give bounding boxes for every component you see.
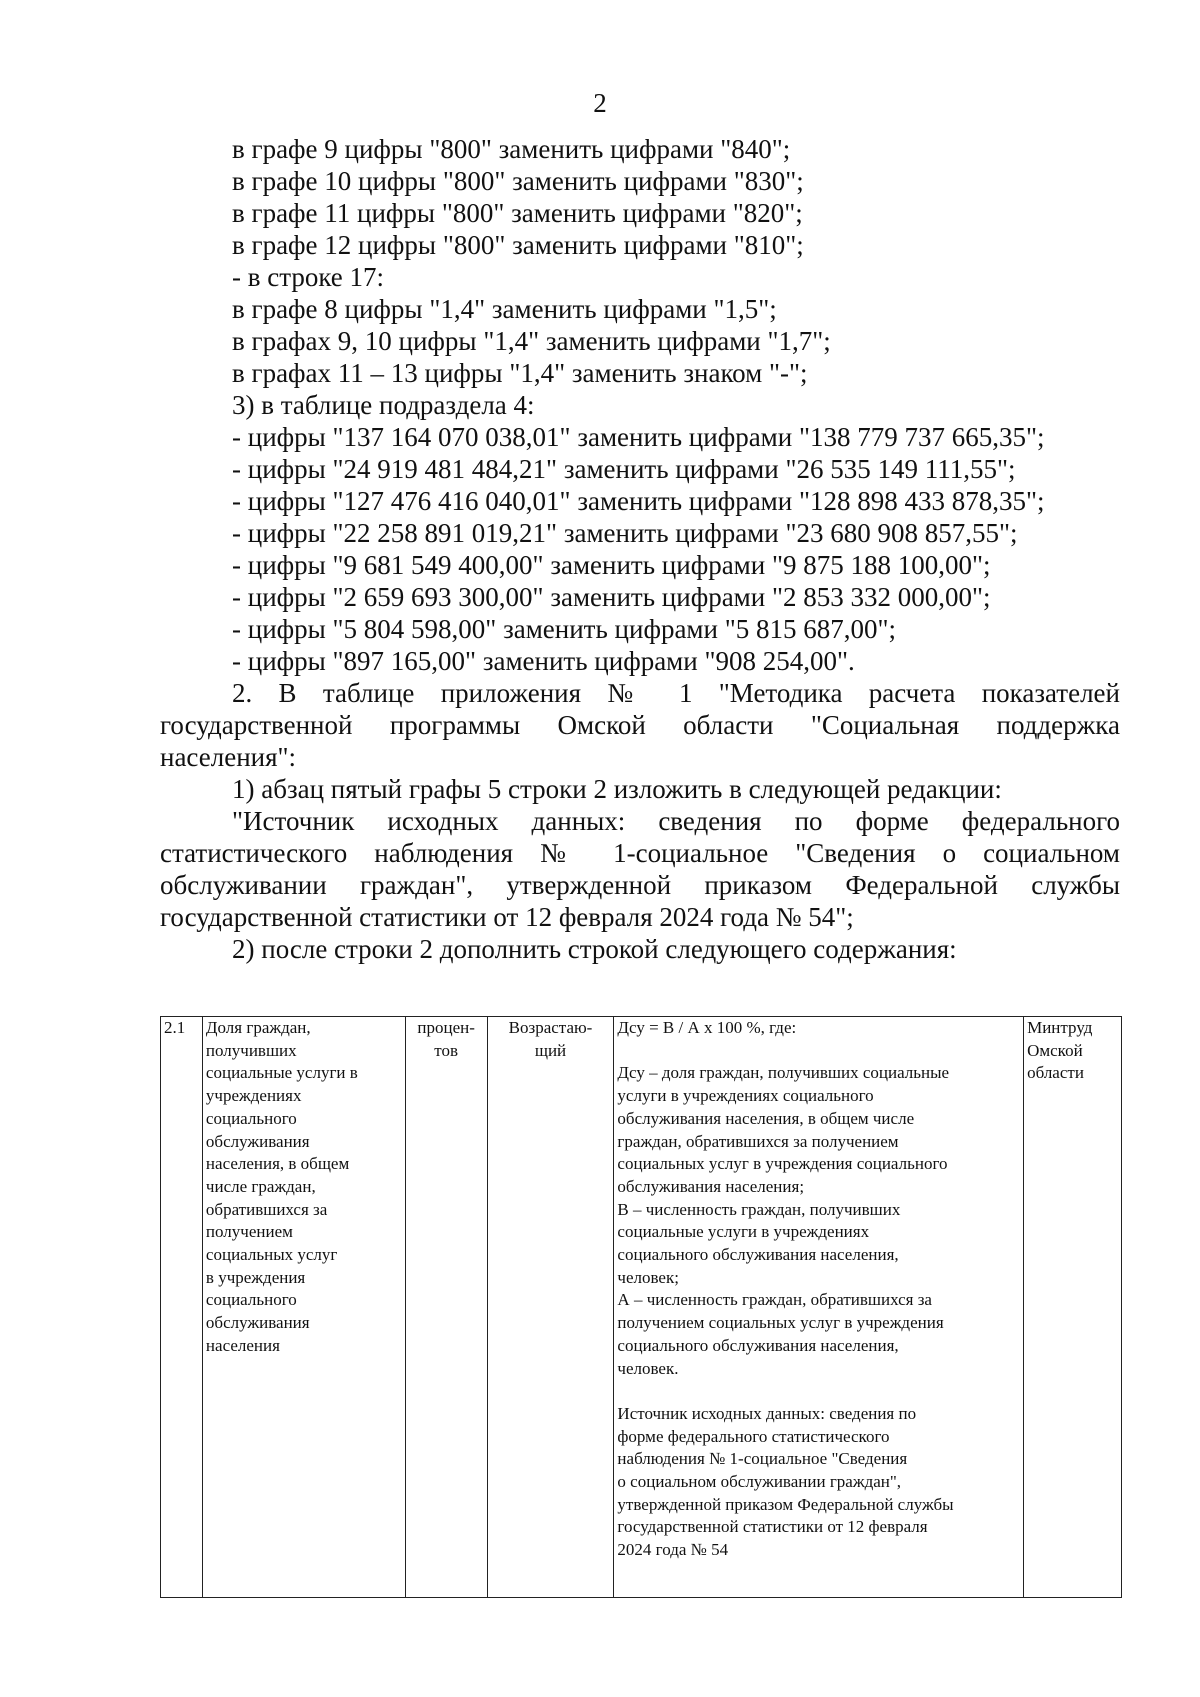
paragraph-2-line: 2. В таблице приложения № 1 "Методика расчета показателей	[232, 678, 1120, 708]
paragraph-2-line: государственной программы Омской области "Социальная поддержка	[160, 710, 1120, 740]
responsible-body: Минтруд Омской области	[1024, 1017, 1122, 1598]
amend-line: в графах 11 – 13 цифры "1,4" заменить знаком "-";	[232, 358, 808, 388]
row-number: 2.1	[161, 1017, 203, 1598]
amend-line: в графе 9 цифры "800" заменить цифрами "840";	[232, 134, 791, 164]
paragraph-2-line: населения":	[160, 742, 297, 772]
amend-line: - цифры "9 681 549 400,00" заменить цифрами "9 875 188 100,00";	[232, 550, 991, 580]
amend-line: - цифры "22 258 891 019,21" заменить цифрами "23 680 908 857,55";	[232, 518, 1018, 548]
amend-line: - цифры "137 164 070 038,01" заменить цифрами "138 779 737 665,35";	[232, 422, 1045, 452]
amend-line: в графе 11 цифры "800" заменить цифрами "820";	[232, 198, 803, 228]
amend-line: в графе 10 цифры "800" заменить цифрами "830";	[232, 166, 804, 196]
amend-line: - цифры "127 476 416 040,01" заменить цифрами "128 898 433 878,35";	[232, 486, 1045, 516]
amend-line: в графе 8 цифры "1,4" заменить цифрами "1,5";	[232, 294, 777, 324]
quote-line: государственной статистики от 12 февраля 2024 года № 54";	[160, 902, 854, 932]
amend-line: - цифры "5 804 598,00" заменить цифрами "5 815 687,00";	[232, 614, 897, 644]
calculation-method: Дсу = В / А х 100 %, где: Дсу – доля граждан, получивших социальные услуги в учреждениях социального обслуживания населения, в общем числе граждан, обратившихся за получением социальных услуг в учреждения социального обслуживания населения; В – численность граждан, получивших социальные услуги в учреждениях социального обслуживания населения, человек; А – численность граждан, обратившихся за получением социальных услуг в учреждения социального обслуживания населения, человек. Источник исходных данных: сведения по форме федерального статистического наблюдения № 1-социальное "Сведения о социальном обслуживании граждан", утвержденной приказом Федеральной службы государственной статистики от 12 февраля 2024 года № 54	[614, 1017, 1024, 1598]
amend-line: - в строке 17:	[232, 262, 385, 292]
amend-line: - цифры "2 659 693 300,00" заменить цифрами "2 853 332 000,00";	[232, 582, 991, 612]
item-1: 1) абзац пятый графы 5 строки 2 изложить в следующей редакции:	[232, 774, 1002, 804]
amend-line: в графах 9, 10 цифры "1,4" заменить цифрами "1,7";	[232, 326, 831, 356]
amend-line: - цифры "24 919 481 484,21" заменить цифрами "26 535 149 111,55";	[232, 454, 1016, 484]
formula: Дсу = В / А х 100 %, где:	[617, 1018, 797, 1037]
table-row	[161, 1017, 1122, 1598]
indicator-trend: Возрастаю- щий	[487, 1017, 614, 1598]
amend-line: в графе 12 цифры "800" заменить цифрами "810";	[232, 230, 804, 260]
unit-of-measure: процен- тов	[405, 1017, 487, 1598]
item-2: 2) после строки 2 дополнить строкой следующего содержания:	[232, 934, 957, 964]
indicator-name: Доля граждан, получивших социальные услуги в учреждениях социального обслуживания населения, в общем числе граждан, обратившихся за получением социальных услуг в учреждения социального обслуживания населения	[202, 1017, 405, 1598]
quote-line: "Источник исходных данных: сведения по форме федерального	[232, 806, 1120, 836]
quote-line: статистического наблюдения № 1-социальное "Сведения о социальном	[160, 838, 1120, 868]
amend-line: 3) в таблице подраздела 4:	[232, 390, 535, 420]
amend-line: - цифры "897 165,00" заменить цифрами "908 254,00".	[232, 646, 855, 676]
quote-line: обслуживании граждан", утвержденной приказом Федеральной службы	[160, 870, 1120, 900]
inserted-row-table	[160, 1016, 1122, 1598]
page-number: 2	[593, 88, 607, 118]
